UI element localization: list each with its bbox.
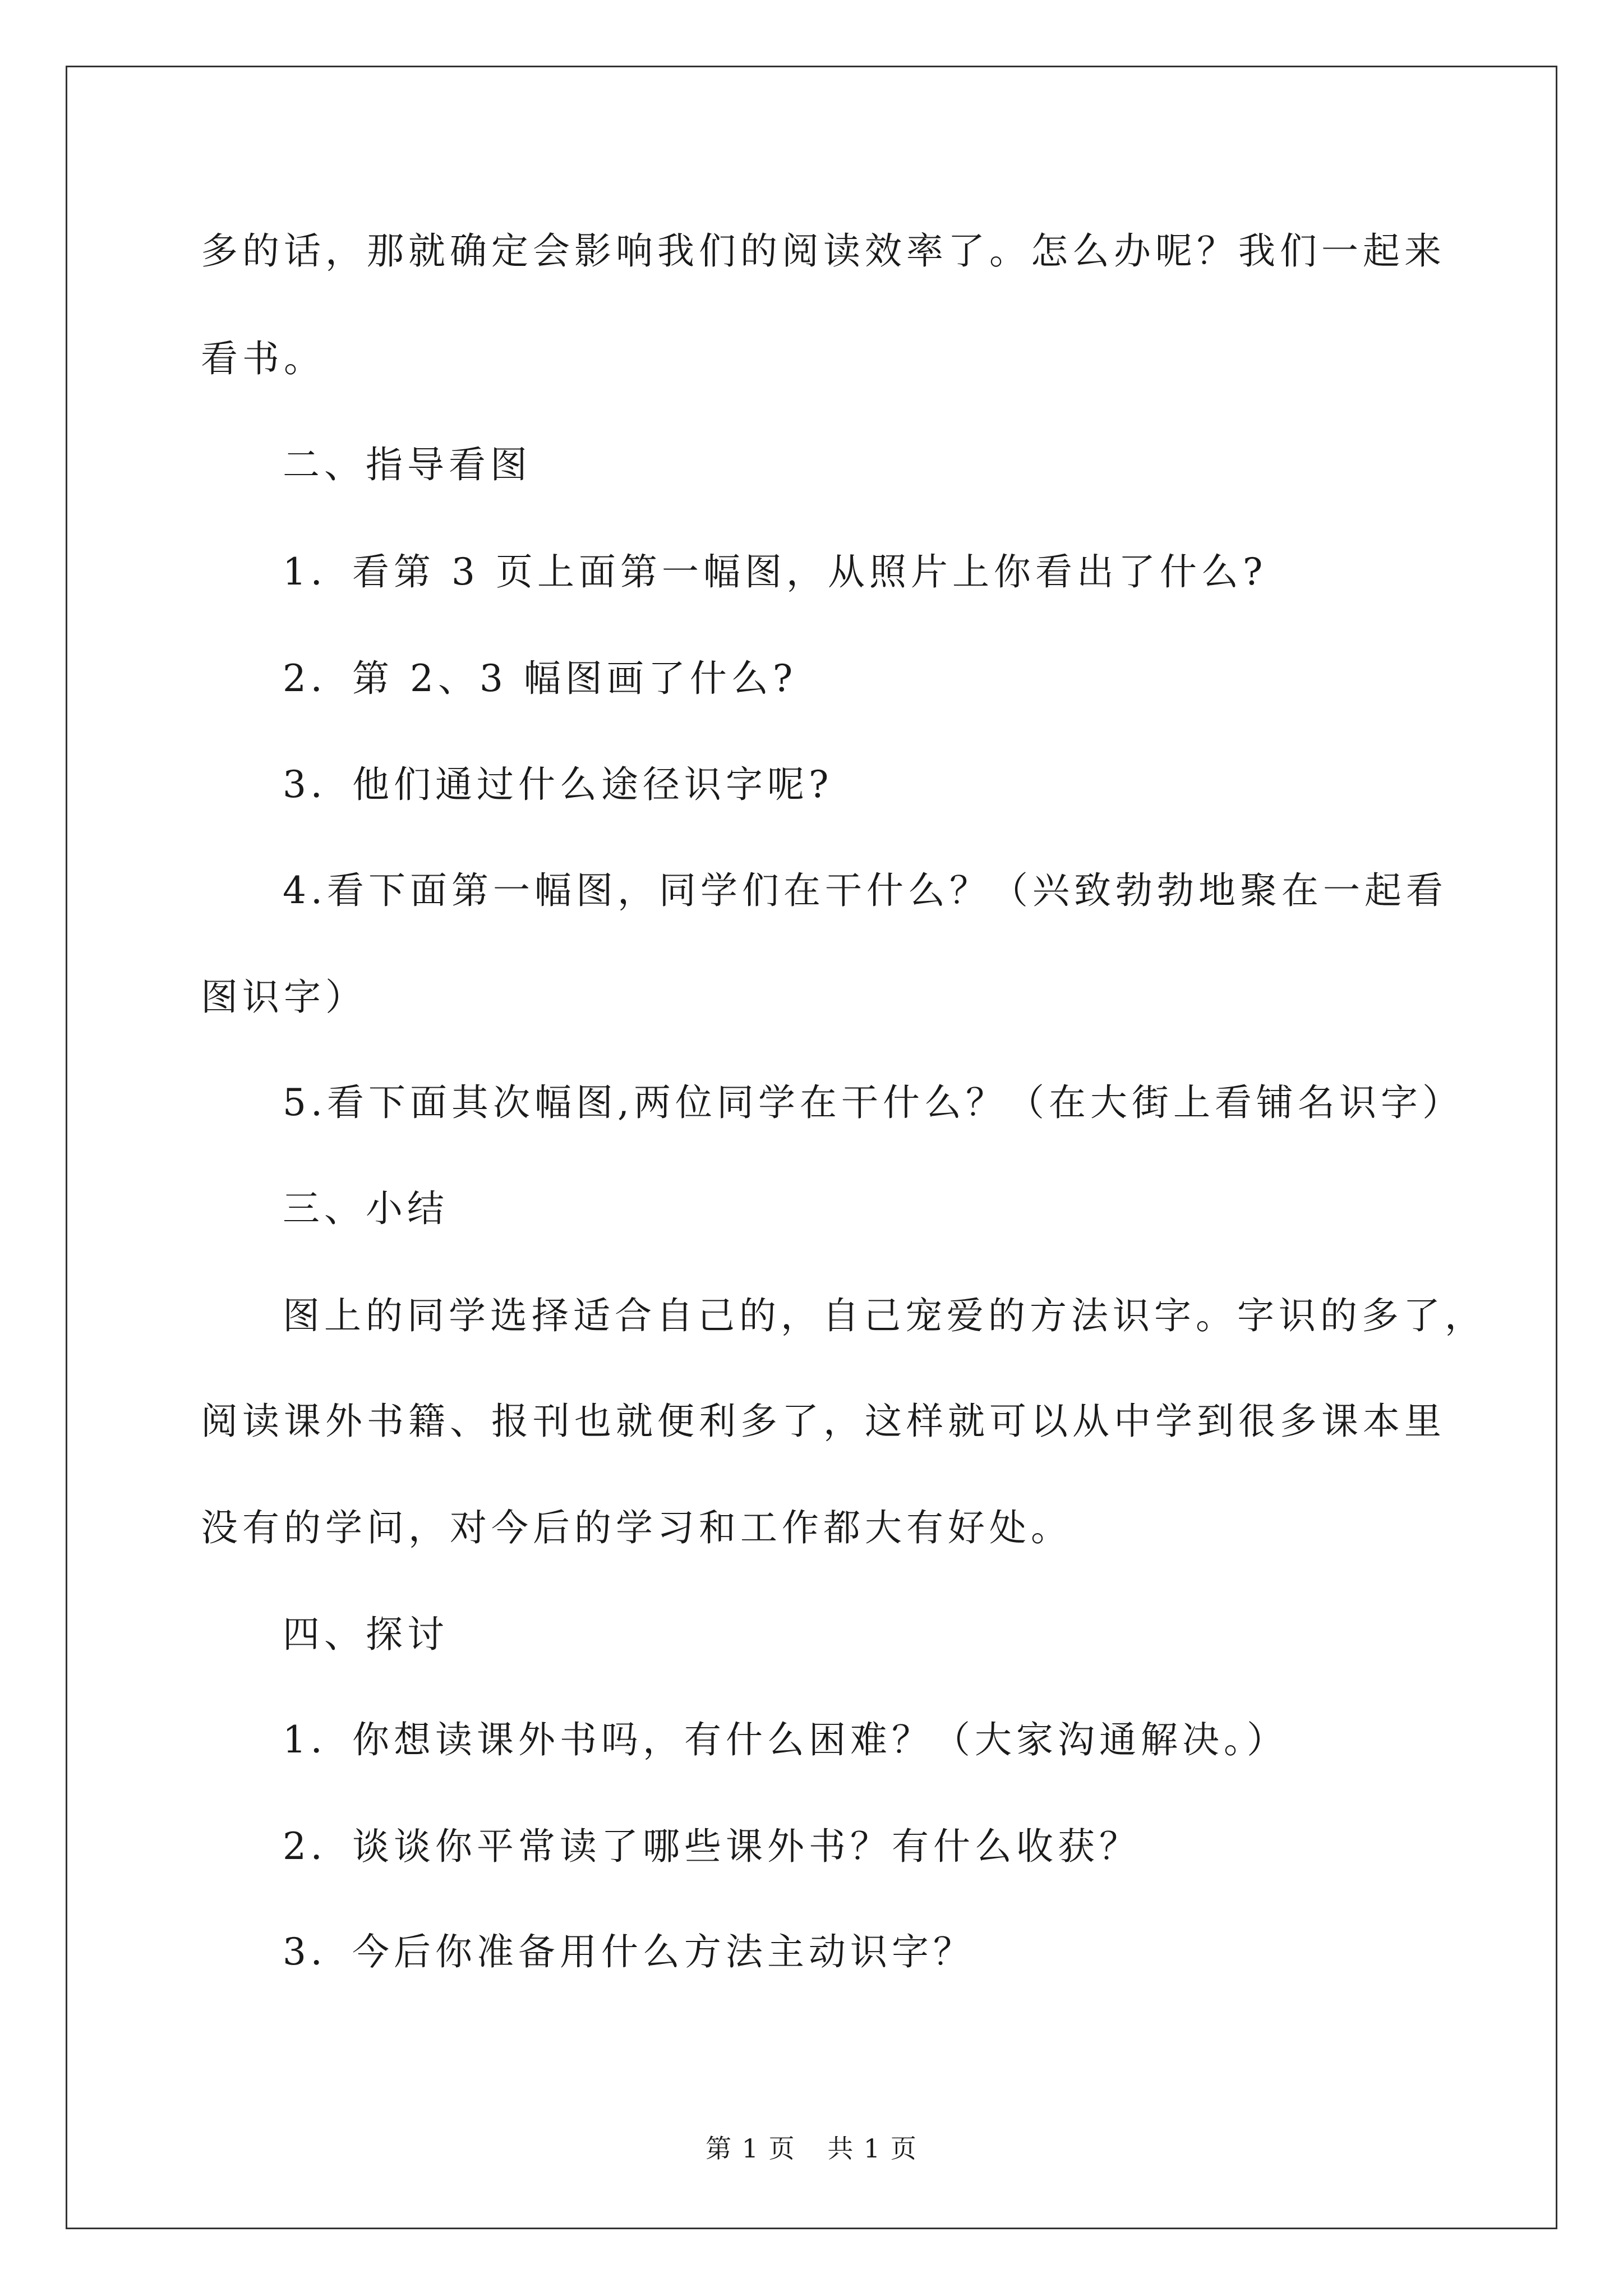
list-item: 3．今后你准备用什么方法主动识字？ <box>283 1930 975 1973</box>
list-item: 1．看第 3 页上面第一幅图，从照片上你看出了什么? <box>283 550 1267 593</box>
paragraph-line: 图上的同学选择适合自己的，自己宠爱的方法识字。字识的多了， <box>283 1294 1486 1337</box>
section-heading-guide: 二、指导看图 <box>283 443 532 486</box>
body-line-2: 看书。 <box>201 337 325 380</box>
list-item-continuation: 图识字） <box>201 976 367 1019</box>
paragraph-line: 阅读课外书籍、报刊也就便利多了，这样就可以从中学到很多课本里 <box>201 1400 1446 1443</box>
section-heading-summary: 三、小结 <box>283 1187 449 1230</box>
list-item: 1．你想读课外书吗，有什么困难？（大家沟通解决。） <box>283 1718 1288 1761</box>
list-item: 3．他们通过什么途径识字呢? <box>283 763 833 806</box>
section-heading-discussion: 四、探讨 <box>283 1613 449 1656</box>
page-total: 共 1 页 <box>827 2133 917 2164</box>
page-number: 第 1 页 <box>706 2133 796 2164</box>
page-footer <box>0 2133 1623 2164</box>
list-item: 5.看下面其次幅图,两位同学在干什么？（在大街上看铺名识字） <box>283 1081 1464 1124</box>
list-item: 4.看下面第一幅图，同学们在干什么？（兴致勃勃地聚在一起看 <box>283 869 1447 912</box>
list-item: 2．第 2、3 幅图画了什么? <box>283 657 797 700</box>
page-border <box>66 66 1557 2229</box>
paragraph-line: 没有的学问，对今后的学习和工作都大有好处。 <box>201 1506 1072 1549</box>
body-line-1: 多的话，那就确定会影响我们的阅读效率了。怎么办呢？我们一起来 <box>201 229 1446 273</box>
list-item: 2．谈谈你平常读了哪些课外书？有什么收获？ <box>283 1825 1141 1868</box>
